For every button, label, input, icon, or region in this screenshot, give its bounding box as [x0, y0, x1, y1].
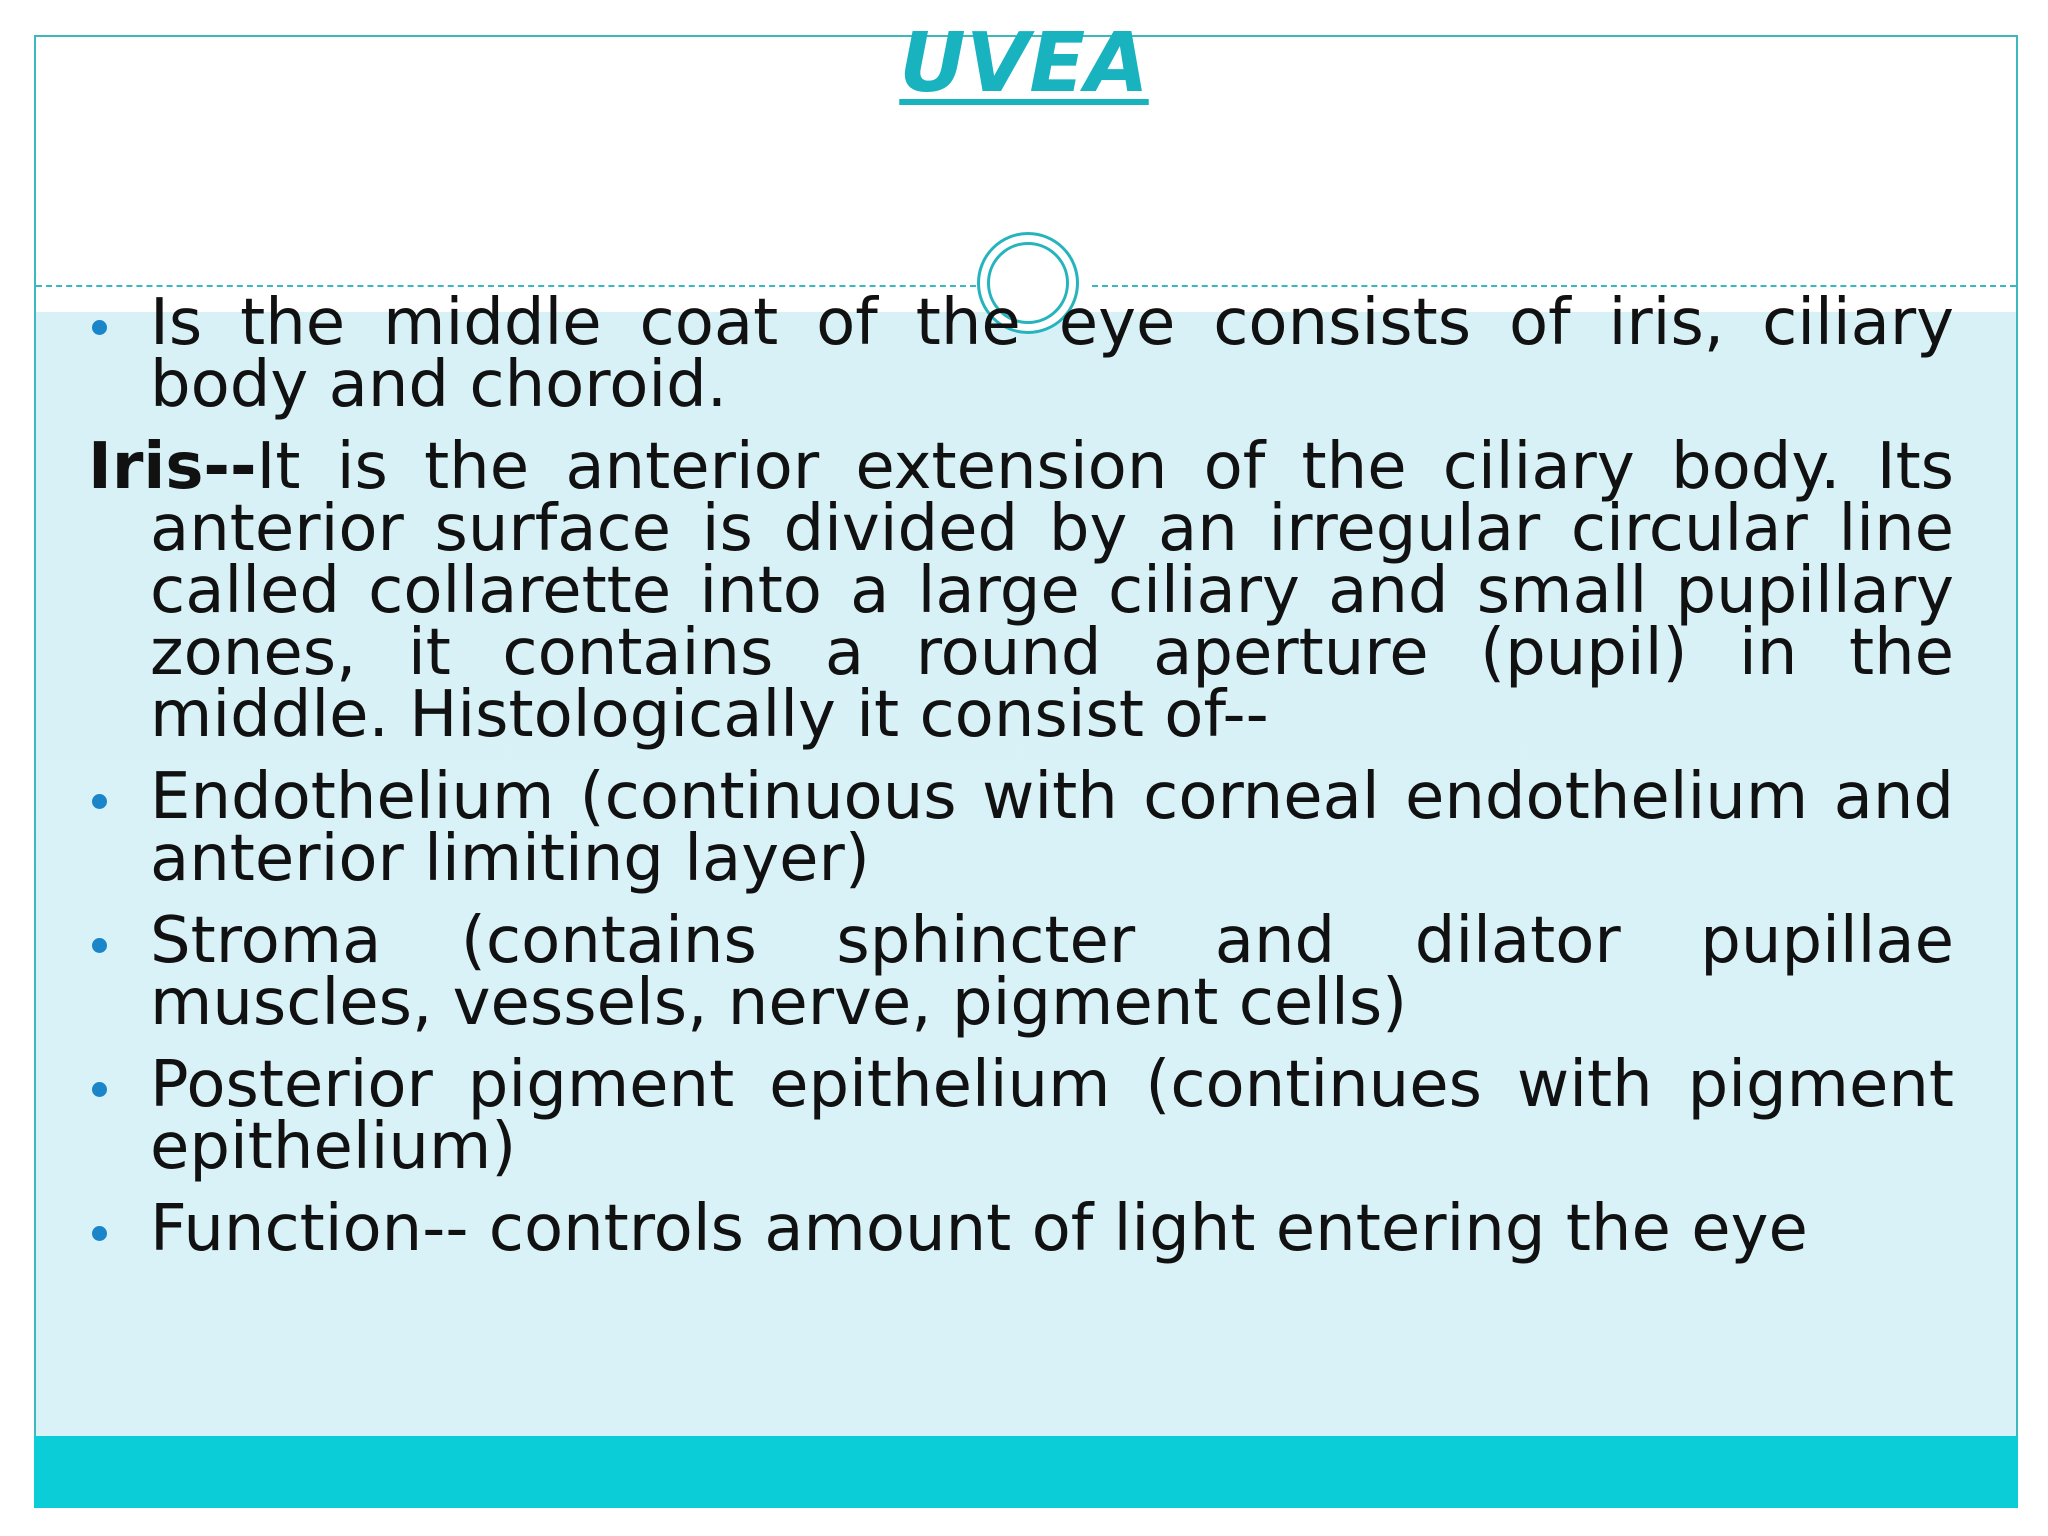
- bullet-text: Endothelium (continuous with corneal endothelium and anterior limiting layer): [150, 760, 1954, 896]
- iris-paragraph: [88, 430, 1954, 752]
- slide-title: UVEA: [899, 16, 1149, 111]
- bullet-item: [88, 1048, 1954, 1184]
- bullet-item: [88, 904, 1954, 1040]
- iris-text: It is the anterior extension of the ciliary body. Its anterior surface is divided by an irregular circular line called collarette into a large ciliary and small pupillary zones, it contains a round aperture (pupil) in the middle. Histologically it consist of--: [150, 430, 1954, 752]
- bullet-text: Is the middle coat of the eye consists of iris, ciliary body and choroid.: [150, 286, 1954, 422]
- bullet-text: Stroma (contains sphincter and dilator pupillae muscles, vessels, nerve, pigment cells): [150, 904, 1954, 1040]
- bullet-item: [88, 760, 1954, 896]
- bullet-item: [88, 286, 1954, 422]
- bottom-accent-bar: [34, 1436, 2018, 1508]
- bullet-text: Posterior pigment epithelium (continues with pigment epithelium): [150, 1048, 1954, 1184]
- slide-body: [88, 286, 1954, 1266]
- iris-label: Iris--: [88, 430, 257, 504]
- bullet-item: [88, 1192, 1954, 1266]
- bullet-text: Function-- controls amount of light entering the eye: [150, 1192, 1808, 1266]
